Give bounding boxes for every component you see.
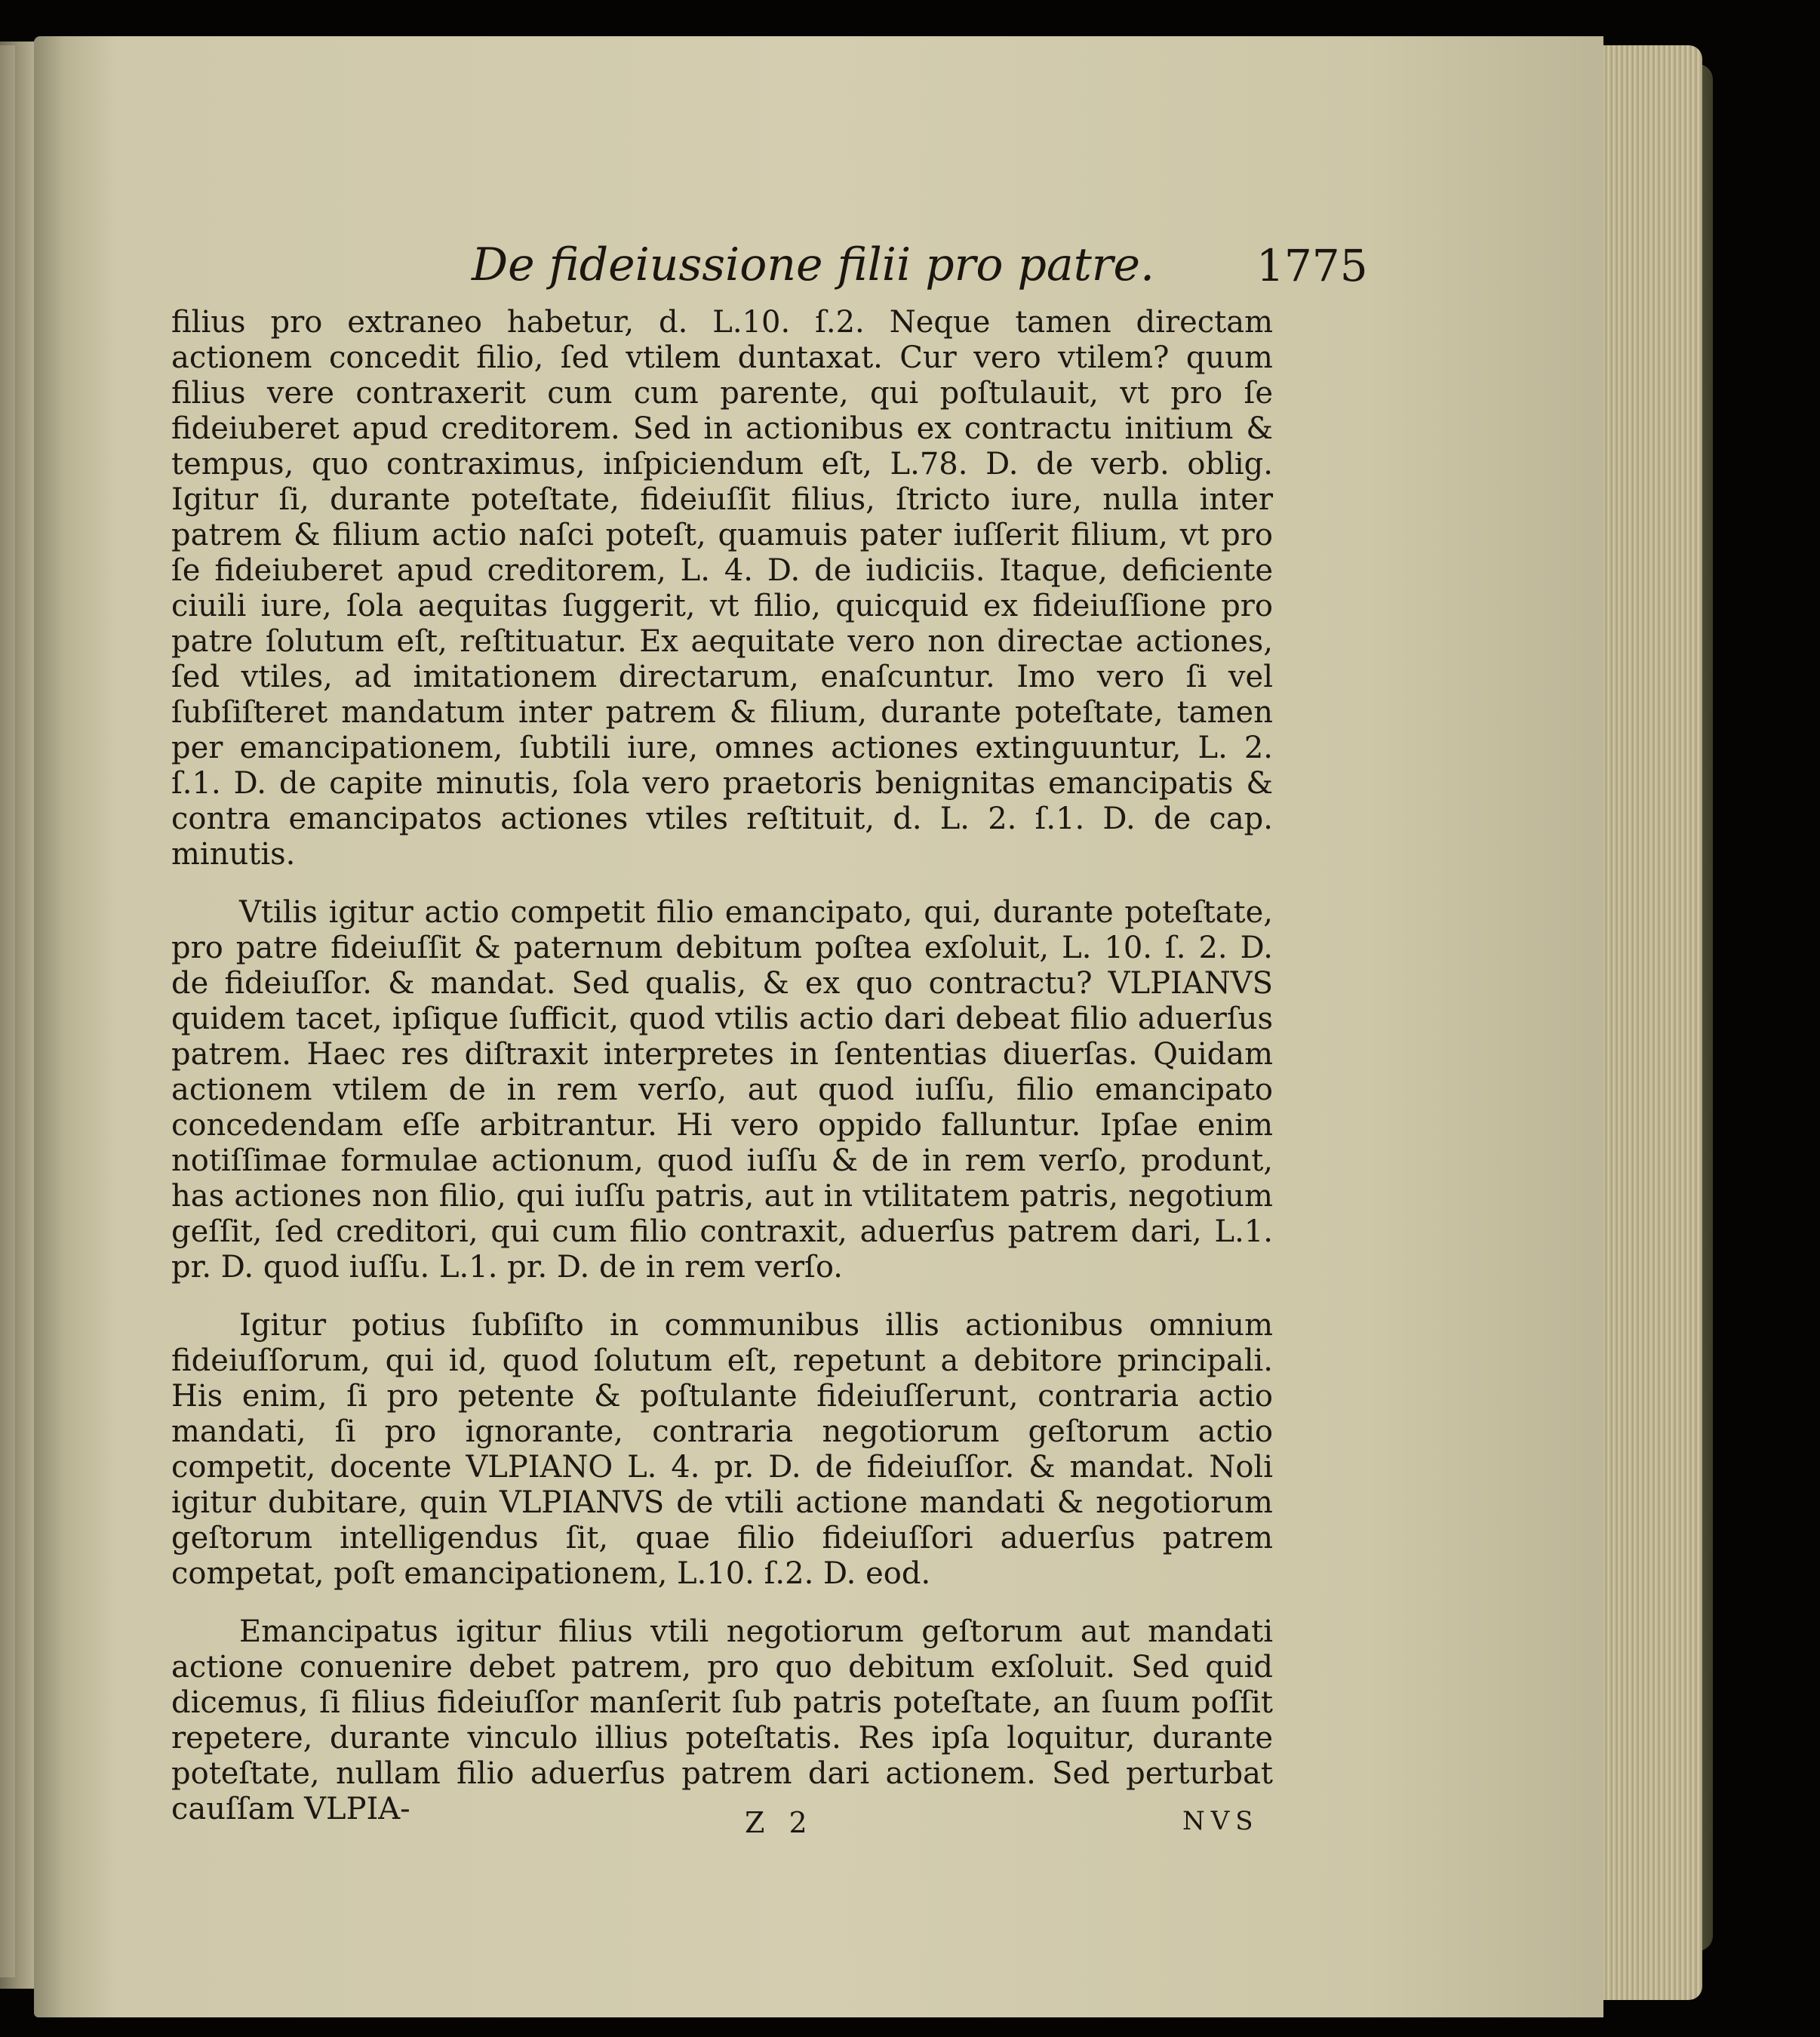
signature-mark: Z 2 bbox=[745, 1806, 815, 1839]
paragraph-4: Emancipatus igitur filius vtili negotiorum geſtorum aut mandati actione conuenire debet patrem, pro quo debitum exſoluit. Sed quid dicemus, ſi filius fideiuſſor manſerit ſub patris poteſtate, an ſuum poſſit repetere, durante vinculo illius poteſtatis. Res ipſa loquitur, durante poteſtate, nullam filio aduerſus patrem dari actionem. Sed perturbat cauſſam VLPIA- bbox=[171, 1614, 1273, 1826]
paragraph-1: filius pro extraneo habetur, d. L.10. ſ.2. Neque tamen directam actionem concedit filio, ſed vtilem duntaxat. Cur vero vtilem? quum filius vere contraxerit cum cum parente, qui poſtulauit, vt pro ſe fideiuberet apud creditorem. Sed in actionibus ex contractu initium & tempus, quo contraximus, inſpiciendum eſt, L.78. D. de verb. oblig. Igitur ſi, durante poteſtate, fideiuſſit filius, ſtricto iure, nulla inter patrem & filium actio naſci poteſt, quamuis pater iuſſerit filium, vt pro ſe fideiuberet apud creditorem, L. 4. D. de iudiciis. Itaque, deficiente ciuili iure, ſola aequitas ſuggerit, vt filio, quicquid ex fideiuſſione pro patre ſolutum eſt, reſtituatur. Ex aequitate vero non directae actiones, ſed vtiles, ad imitationem directarum, enaſcuntur. Imo vero ſi vel ſubſiſteret mandatum inter patrem & filium, durante poteſtate, tamen per emancipationem, ſubtili iure, omnes actiones extinguuntur, L. 2. ſ.1. D. de capite minutis, ſola vero praetoris benignitas emancipatis & contra emancipatos actiones vtiles reſtituit, d. L. 2. ſ.1. D. de cap. minutis. bbox=[171, 305, 1273, 872]
body-text bbox=[171, 305, 1273, 1827]
book-page bbox=[34, 36, 1603, 2017]
paragraph-2: Vtilis igitur actio competit filio emancipato, qui, durante poteſtate, pro patre fideiuſſit & paternum debitum poſtea exſoluit, L. 10. ſ. 2. D. de fideiuſſor. & mandat. Sed qualis, & ex quo contractu? VLPIANVS quidem tacet, ipſique ſufficit, quod vtilis actio dari debeat filio aduerſus patrem. Haec res diſtraxit interpretes in ſententias diuerſas. Quidam actionem vtilem de in rem verſo, aut quod iuſſu, filio emancipato concedendam eſſe arbitrantur. Hi vero oppido falluntur. Ipſae enim notiſſimae formulae actionum, quod iuſſu & de in rem verſo, produnt, has actiones non filio, qui iuſſu patris, aut in vtilitatem patris, negotium geſſit, ſed creditori, qui cum filio contraxit, aduerſus patrem dari, L.1. pr. D. quod iuſſu. L.1. pr. D. de in rem verſo. bbox=[171, 895, 1273, 1285]
left-page-highlight bbox=[0, 45, 15, 1977]
catchword: NVS bbox=[1182, 1806, 1259, 1836]
page-number: 1775 bbox=[1256, 240, 1368, 291]
page-footer bbox=[171, 1806, 1273, 1851]
paragraph-3: Igitur potius ſubſiſto in communibus illis actionibus omnium fideiuſſorum, qui id, quod ſolutum eſt, repetunt a debitore principali. His enim, ſi pro petente & poſtulante fideiuſſerunt, contraria actio mandati, ſi pro ignorante, contraria negotiorum geſtorum actio competit, docente VLPIANO L. 4. pr. D. de fideiuſſor. & mandat. Noli igitur dubitare, quin VLPIANVS de vtili actione mandati & negotiorum geſtorum intelligendus ſit, quae filio fideiuſſori aduerſus patrem competat, poſt emancipationem, L.10. ſ.2. D. eod. bbox=[171, 1308, 1273, 1591]
page-header bbox=[472, 231, 1368, 299]
running-title: De fideiussione filii pro patre. bbox=[472, 238, 1155, 291]
